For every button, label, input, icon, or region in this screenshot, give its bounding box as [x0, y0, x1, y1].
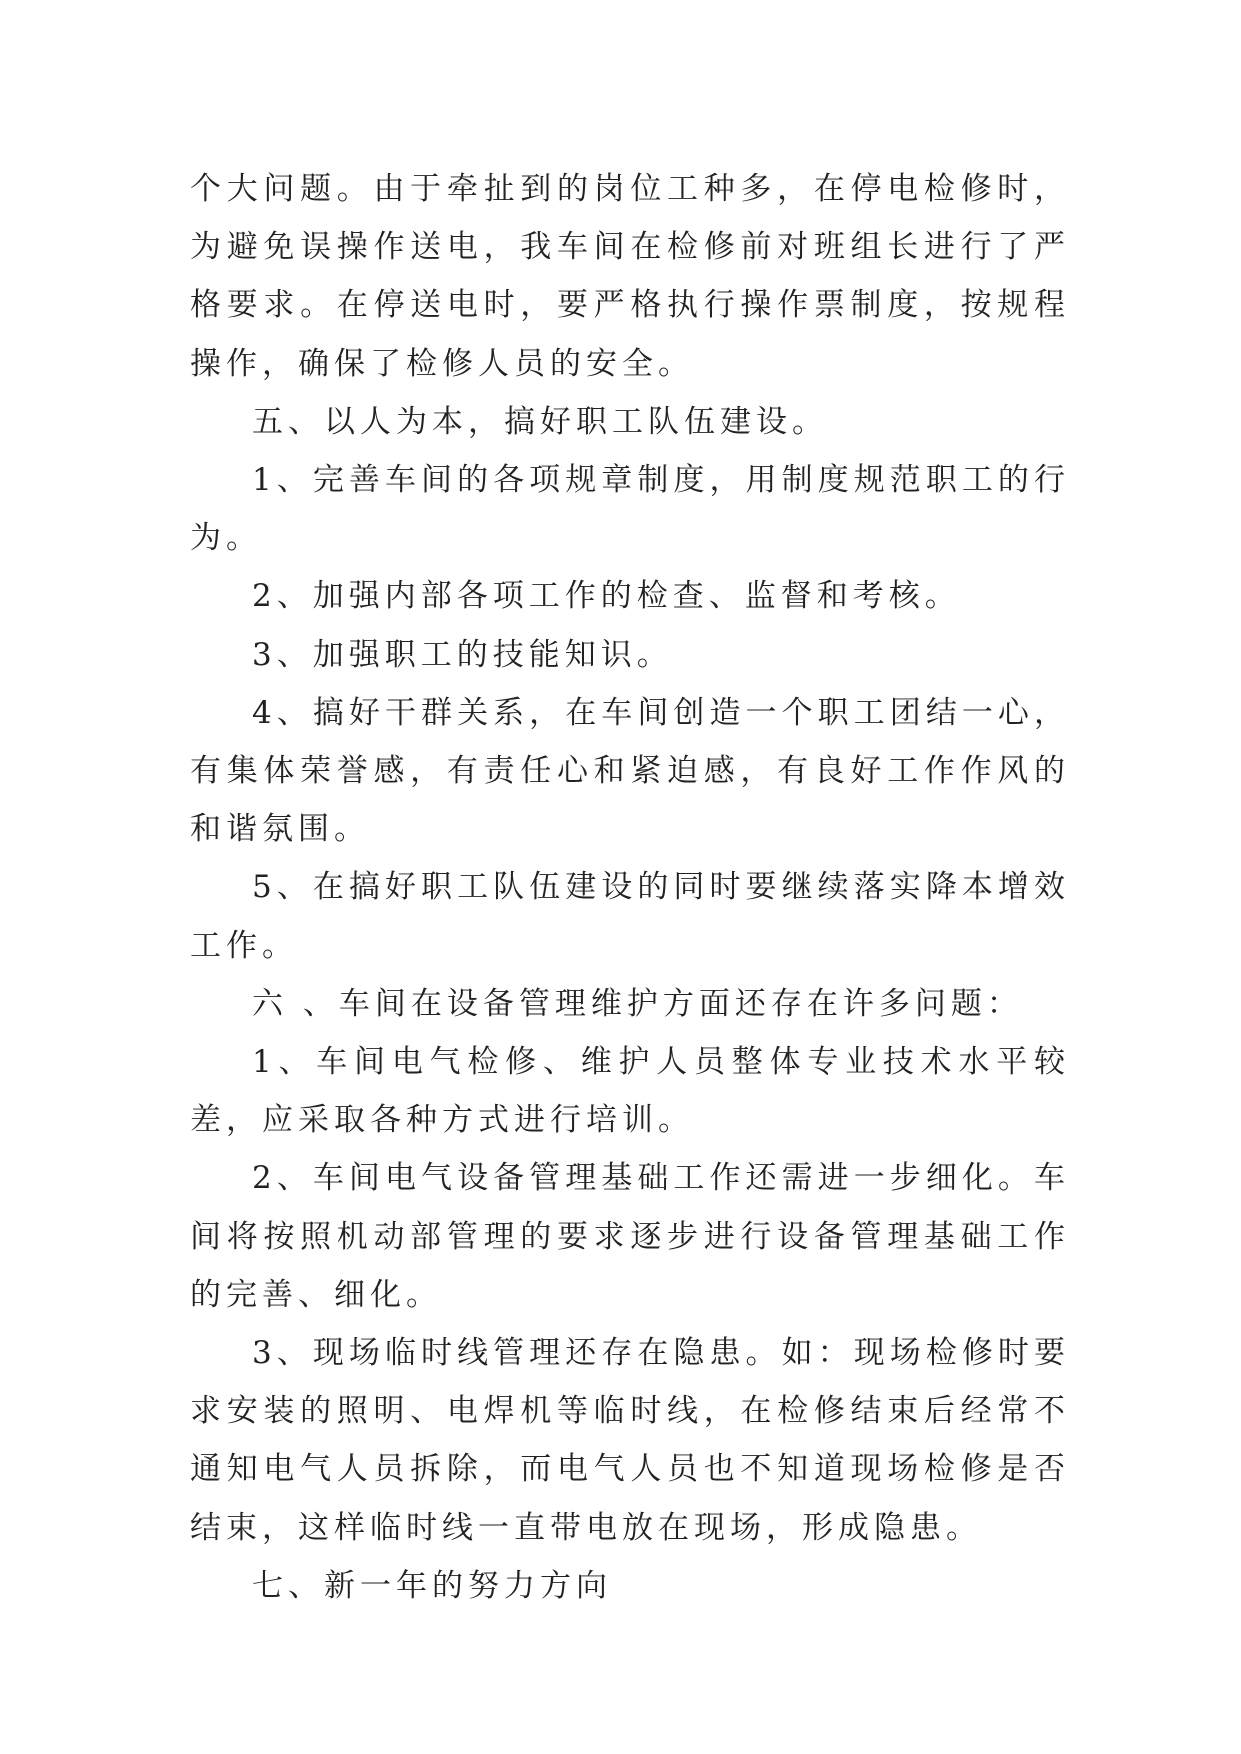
section-heading-7: 七、新一年的努力方向: [252, 1567, 612, 1604]
list-item: 3、加强职工的技能知识。: [252, 636, 673, 673]
list-item: 2、加强内部各项工作的检查、监督和考核。: [252, 578, 961, 615]
paragraph-continuation: 个大问题。由于牵扯到的岗位工种多，在停电检修时，为避免误操作送电，我车间在检修前对班组长进行了严格要求。在停送电时，要严格执行操作票制度，按规程操作，确保了检修人员的安全。: [190, 171, 1070, 382]
list-item: 2、车间电气设备管理基础工作还需进一步细化。车间将按照机动部管理的要求逐步进行设备管理基础工作的完善、细化。: [190, 1160, 1070, 1313]
list-item: 4、搞好干群关系，在车间创造一个职工团结一心，有集体荣誉感，有责任心和紧迫感，有良好工作作风的和谐氛围。: [190, 694, 1070, 848]
document-body: [190, 160, 1070, 1615]
list-item: 5、在搞好职工队伍建设的同时要继续落实降本增效工作。: [190, 869, 1070, 964]
list-item: 3、现场临时线管理还存在隐患。如：现场检修时要求安装的照明、电焊机等临时线，在检修结束后经常不通知电气人员拆除，而电气人员也不知道现场检修是否结束，这样临时线一直带电放在现场，形成隐患。: [190, 1335, 1070, 1546]
list-item: 1、车间电气检修、维护人员整体专业技术水平较差，应采取各种方式进行培训。: [190, 1044, 1070, 1139]
section-heading-6: 六 、车间在设备管理维护方面还存在许多问题：: [252, 985, 1023, 1022]
section-heading-5: 五、以人为本，搞好职工队伍建设。: [252, 403, 828, 440]
list-item: 1、完善车间的各项规章制度，用制度规范职工的行为。: [190, 462, 1070, 557]
